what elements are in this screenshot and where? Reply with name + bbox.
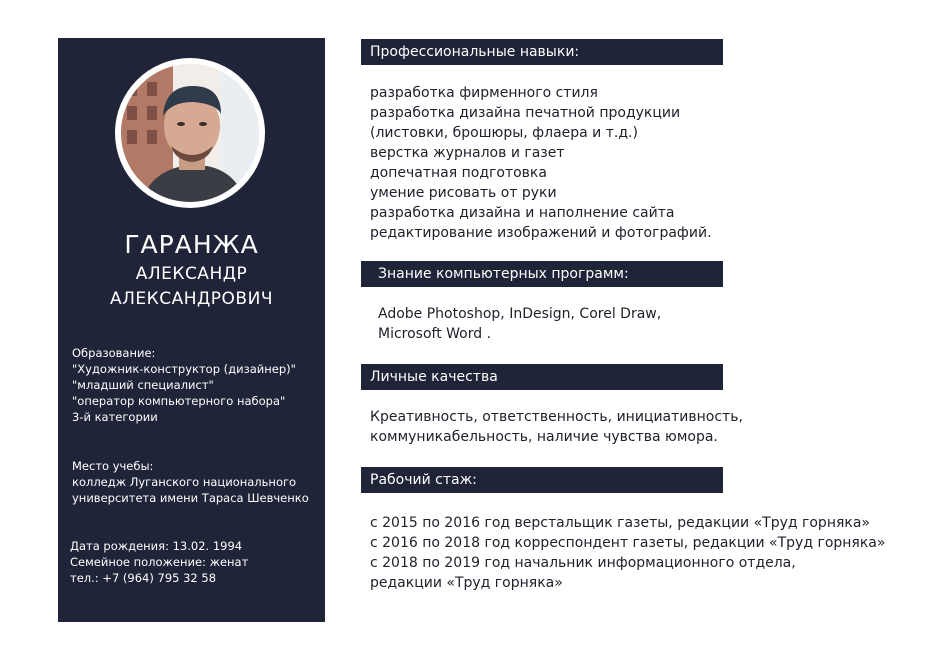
list-item: Microsoft Word . <box>378 326 492 342</box>
list-item: Креативность, ответственность, инициативность, <box>370 409 743 425</box>
list-item: разработка дизайна печатной продукции <box>370 105 681 121</box>
birth-date: Дата рождения: 13.02. 1994 <box>70 539 243 553</box>
skills-list <box>370 83 712 243</box>
list-item: верстка журналов и газет <box>370 145 565 161</box>
list-item: разработка дизайна и наполнение сайта <box>370 205 675 221</box>
experience-list <box>370 513 885 593</box>
profile-photo <box>121 64 259 202</box>
education-line: "Художник-конструктор (дизайнер)" <box>72 362 296 376</box>
education-label: Образование: <box>72 346 156 360</box>
list-item: редакции «Труд горняка» <box>370 575 563 591</box>
qualities-heading: Личные качества <box>361 364 723 390</box>
sidebar-panel <box>58 38 325 622</box>
name-middle: АЛЕКСАНДРОВИЧ <box>110 289 273 309</box>
list-item: с 2018 по 2019 год начальник информационного отдела, <box>370 555 796 571</box>
education-line: 3-й категории <box>72 410 158 424</box>
list-item: допечатная подготовка <box>370 165 547 181</box>
list-item: Adobe Photoshop, InDesign, Corel Draw, <box>378 306 662 322</box>
education-block <box>72 345 296 425</box>
avatar <box>115 58 265 208</box>
marital-status: Семейное положение: женат <box>70 555 249 569</box>
education-line: "младший специалист" <box>72 378 214 392</box>
skills-heading: Профессиональные навыки: <box>361 39 723 65</box>
experience-heading: Рабочий стаж: <box>361 467 723 493</box>
list-item: (листовки, брошюры, флаера и т.д.) <box>370 125 638 141</box>
list-item: коммуникабельность, наличие чувства юмора. <box>370 429 718 445</box>
personal-block <box>70 538 248 586</box>
list-item: с 2016 по 2018 год корреспондент газеты, редакции «Труд горняка» <box>370 535 886 551</box>
qualities-text <box>370 407 743 447</box>
list-item: редактирование изображений и фотографий. <box>370 225 712 241</box>
study-line: университета имени Тараса Шевченко <box>72 491 309 505</box>
software-heading: Знание компьютерных программ: <box>361 261 723 287</box>
study-block <box>72 458 309 506</box>
education-line: "оператор компьютерного набора" <box>72 394 286 408</box>
name-last: ГАРАНЖА <box>124 230 259 259</box>
list-item: умение рисовать от руки <box>370 185 557 201</box>
study-label: Место учебы: <box>72 459 154 473</box>
list-item: разработка фирменного стиля <box>370 85 598 101</box>
name-first: АЛЕКСАНДР <box>135 264 248 284</box>
person-photo-icon <box>121 64 259 202</box>
list-item: с 2015 по 2016 год верстальщик газеты, редакции «Труд горняка» <box>370 515 870 531</box>
study-line: колледж Луганского национального <box>72 475 297 489</box>
phone-number: тел.: +7 (964) 795 32 58 <box>70 571 217 585</box>
software-list <box>378 304 661 344</box>
